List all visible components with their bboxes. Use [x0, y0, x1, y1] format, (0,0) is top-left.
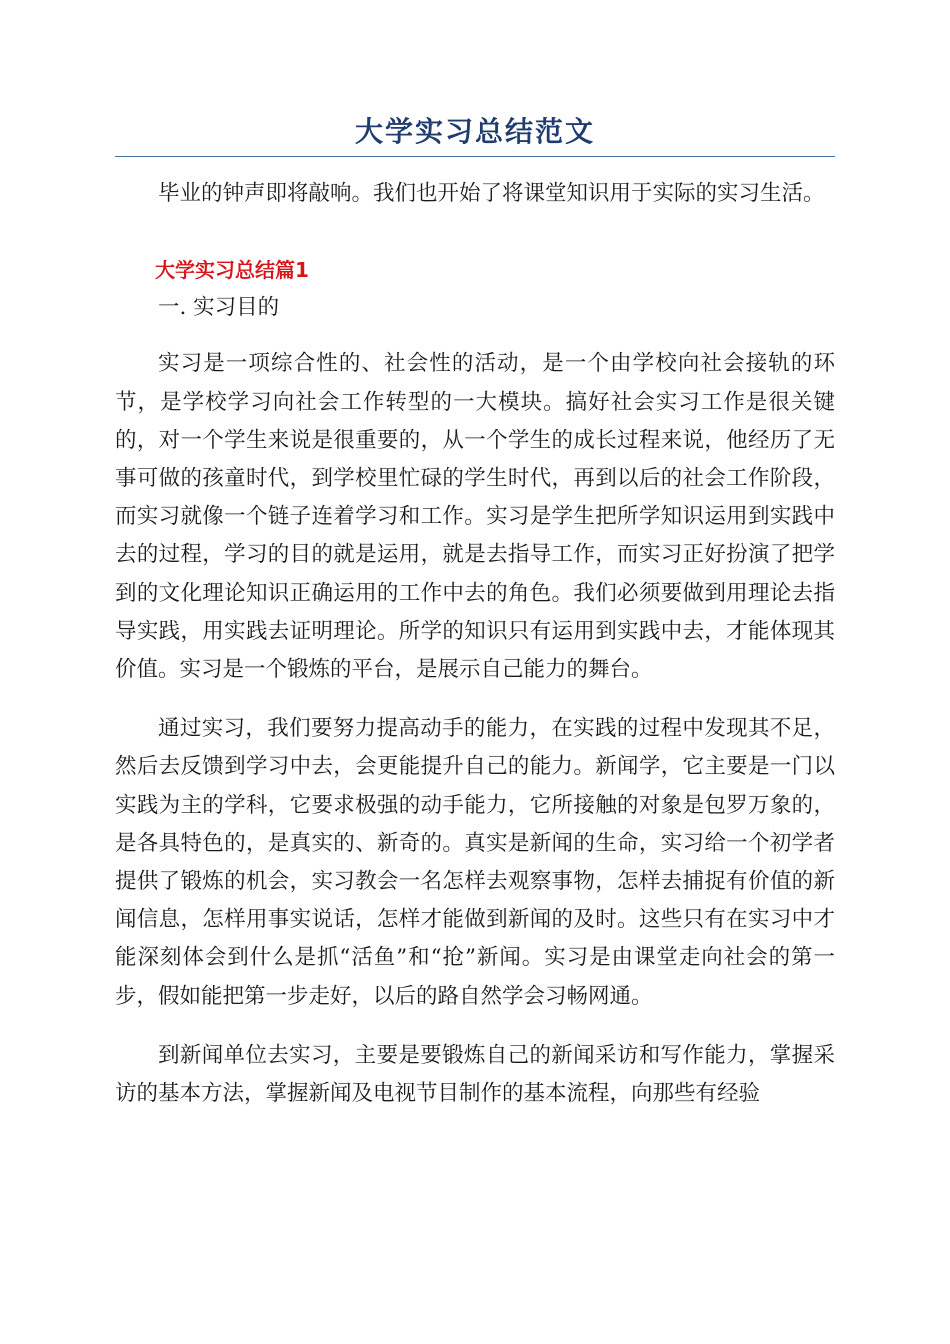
document-body: [115, 175, 835, 1134]
intro-paragraph: 毕业的钟声即将敲响。我们也开始了将课堂知识用于实际的实习生活。: [158, 181, 825, 206]
section-subheading: 一. 实习目的: [158, 295, 280, 321]
document-title: 大学实习总结范文: [354, 115, 595, 148]
body-paragraph-1: 实习是一项综合性的、社会性的活动，是一个由学校向社会接轨的环节，是学校学习向社会工作转型的一大模块。搞好社会实习工作是很关键的，对一个学生来说是很重要的，从一个学生的成长过程来说，他经历了无事可做的孩童时代，到学校里忙碌的学生时代，再到以后的社会工作阶段，而实习就像一个链子连着学习和工作。实习是学生把所学知识运用到实践中去的过程，学习的目的就是运用，就是去指导工作，而实习正好扮演了把学到的文化理论知识正确运用的工作中去的角色。我们必须要做到用理论去指导实践，用实践去证明理论。所学的知识只有运用到实践中去，才能体现其价值。实习是一个锻炼的平台，是展示自己能力的舞台。: [115, 351, 835, 683]
title-block: [115, 112, 835, 157]
body-paragraph-2: 通过实习，我们要努力提高动手的能力，在实践的过程中发现其不足，然后去反馈到学习中去，会更能提升自己的能力。新闻学，它主要是一门以实践为主的学科，它要求极强的动手能力，它所接触的对象是包罗万象的，是各具特色的，是真实的、新奇的。真实是新闻的生命，实习给一个初学者提供了锻炼的机会，实习教会一名怎样去观察事物，怎样去捕捉有价值的新闻信息，怎样用事实说话，怎样才能做到新闻的及时。这些只有在实习中才能深刻体会到什么是抓“活鱼”和“抢”新闻。实习是由课堂走向社会的第一步，假如能把第一步走好，以后的路自然学会习畅网通。: [115, 716, 835, 1009]
section-heading: 大学实习总结篇1: [155, 258, 309, 283]
body-paragraph-3: 到新闻单位去实习，主要是要锻炼自己的新闻采访和写作能力，掌握采访的基本方法，掌握新闻及电视节目制作的基本流程，向那些有经验: [115, 1042, 835, 1107]
